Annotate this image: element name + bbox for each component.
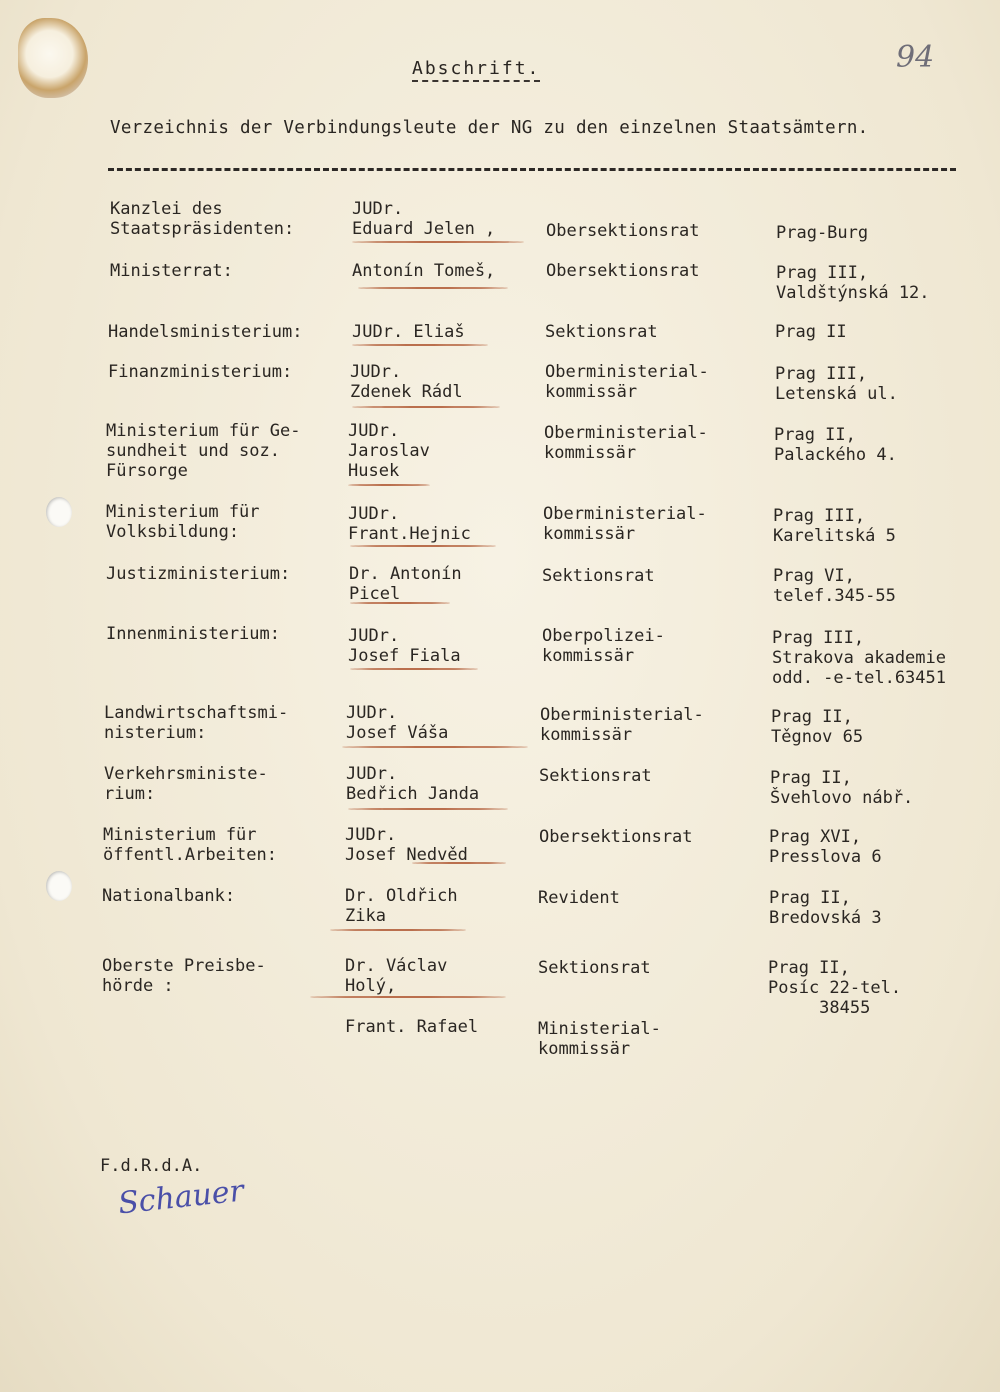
name-cell: JUDr. Eduard Jelen , [352, 199, 496, 239]
name-underline [352, 241, 524, 243]
rank-cell: Sektionsrat [545, 322, 658, 342]
name-cell: JUDr. Josef Nedvěd [345, 825, 468, 865]
rank-cell: Sektionsrat [542, 566, 655, 586]
name-underline [342, 746, 528, 748]
punch-hole [46, 871, 72, 901]
document-subtitle: Verzeichnis der Verbindungsleute der NG zu den einzelnen Staatsämtern. [110, 118, 869, 138]
name-cell: JUDr. Zdenek Rádl [350, 362, 463, 402]
name-cell: Frant. Rafael [345, 1017, 479, 1037]
name-cell: JUDr. Josef Váša [346, 703, 449, 743]
rank-cell: Oberministerial- kommissär [543, 504, 707, 544]
name-cell: JUDr. Frant.Hejnic [348, 504, 471, 544]
office-cell: Ministerrat: [110, 261, 233, 281]
name-cell: Dr. Oldřich Zika [345, 886, 458, 926]
rank-cell: Revident [538, 888, 620, 908]
rank-cell: Sektionsrat [539, 766, 652, 786]
burn-mark [18, 18, 88, 98]
office-cell: Kanzlei des Staatspräsidenten: [110, 199, 295, 239]
rank-cell: Oberministerial- kommissär [540, 705, 704, 745]
office-cell: Oberste Preisbe- hörde : [102, 956, 266, 996]
address-cell: Prag II, Švehlovo nábř. [770, 768, 914, 808]
office-cell: Nationalbank: [102, 886, 236, 906]
address-cell: Prag II, Posíc 22-tel. 38455 [768, 958, 902, 1018]
name-cell: Antonín Tomeš, [352, 261, 496, 281]
name-cell: Dr. Antonín Picel [349, 564, 462, 604]
rank-cell: Obersektionsrat [539, 827, 693, 847]
address-cell: Prag XVI, Presslova 6 [769, 827, 882, 867]
name-cell: JUDr. Bedřich Janda [346, 764, 480, 804]
name-underline [352, 406, 500, 408]
name-cell: Dr. Václav Holý, [345, 956, 448, 996]
address-cell: Prag III, Letenská ul. [775, 364, 898, 404]
punch-hole [46, 497, 72, 527]
name-underline [348, 808, 508, 810]
rank-cell: Obersektionsrat [546, 221, 700, 241]
office-cell: Ministerium für Volksbildung: [106, 502, 260, 542]
name-underline [352, 344, 488, 346]
document-title: Abschrift. [412, 58, 540, 82]
office-cell: Justizministerium: [106, 564, 291, 584]
divider-rule [108, 168, 956, 171]
name-underline [348, 484, 430, 486]
address-cell: Prag II, Bredovská 3 [769, 888, 882, 928]
rank-cell: Obersektionsrat [546, 261, 700, 281]
rank-cell: Oberpolizei- kommissär [542, 626, 665, 666]
name-underline [412, 862, 506, 864]
rank-cell: Oberministerial- kommissär [545, 362, 709, 402]
rank-cell: Sektionsrat [538, 958, 651, 978]
office-cell: Finanzministerium: [108, 362, 293, 382]
rank-cell: Ministerial- kommissär [538, 1019, 661, 1059]
handwritten-signature: Schauer [116, 1173, 246, 1222]
address-cell: Prag III, Karelitská 5 [773, 506, 896, 546]
name-underline [350, 545, 496, 547]
office-cell: Handelsministerium: [108, 322, 303, 342]
address-cell: Prag II, Těgnov 65 [771, 707, 864, 747]
name-underline [358, 287, 508, 289]
address-cell: Prag II [775, 322, 847, 342]
name-cell: JUDr. Josef Fiala [348, 626, 461, 666]
office-cell: Verkehrsministe- rium: [104, 764, 268, 804]
address-cell: Prag VI, telef.345-55 [773, 566, 896, 606]
office-cell: Ministerium für Ge- sundheit und soz. Fürsorge [106, 421, 301, 481]
rank-cell: Oberministerial- kommissär [544, 423, 708, 463]
address-cell: Prag II, Palackého 4. [774, 425, 897, 465]
office-cell: Ministerium für öffentl.Arbeiten: [103, 825, 277, 865]
footer-label: F.d.R.d.A. [100, 1156, 203, 1176]
address-cell: Prag-Burg [776, 223, 869, 243]
address-cell: Prag III, Strakova akademie odd. -e-tel.63451 [772, 628, 946, 688]
name-underline [350, 602, 450, 604]
name-underline [330, 929, 466, 931]
office-cell: Landwirtschaftsmi- nisterium: [104, 703, 289, 743]
name-cell: JUDr. Jaroslav Husek [348, 421, 430, 481]
page-number: 94 [896, 40, 935, 75]
address-cell: Prag III, Valdštýnská 12. [776, 263, 930, 303]
name-underline [350, 668, 478, 670]
office-cell: Innenministerium: [106, 624, 280, 644]
name-underline [310, 996, 506, 998]
name-cell: JUDr. Eliaš [352, 322, 465, 342]
